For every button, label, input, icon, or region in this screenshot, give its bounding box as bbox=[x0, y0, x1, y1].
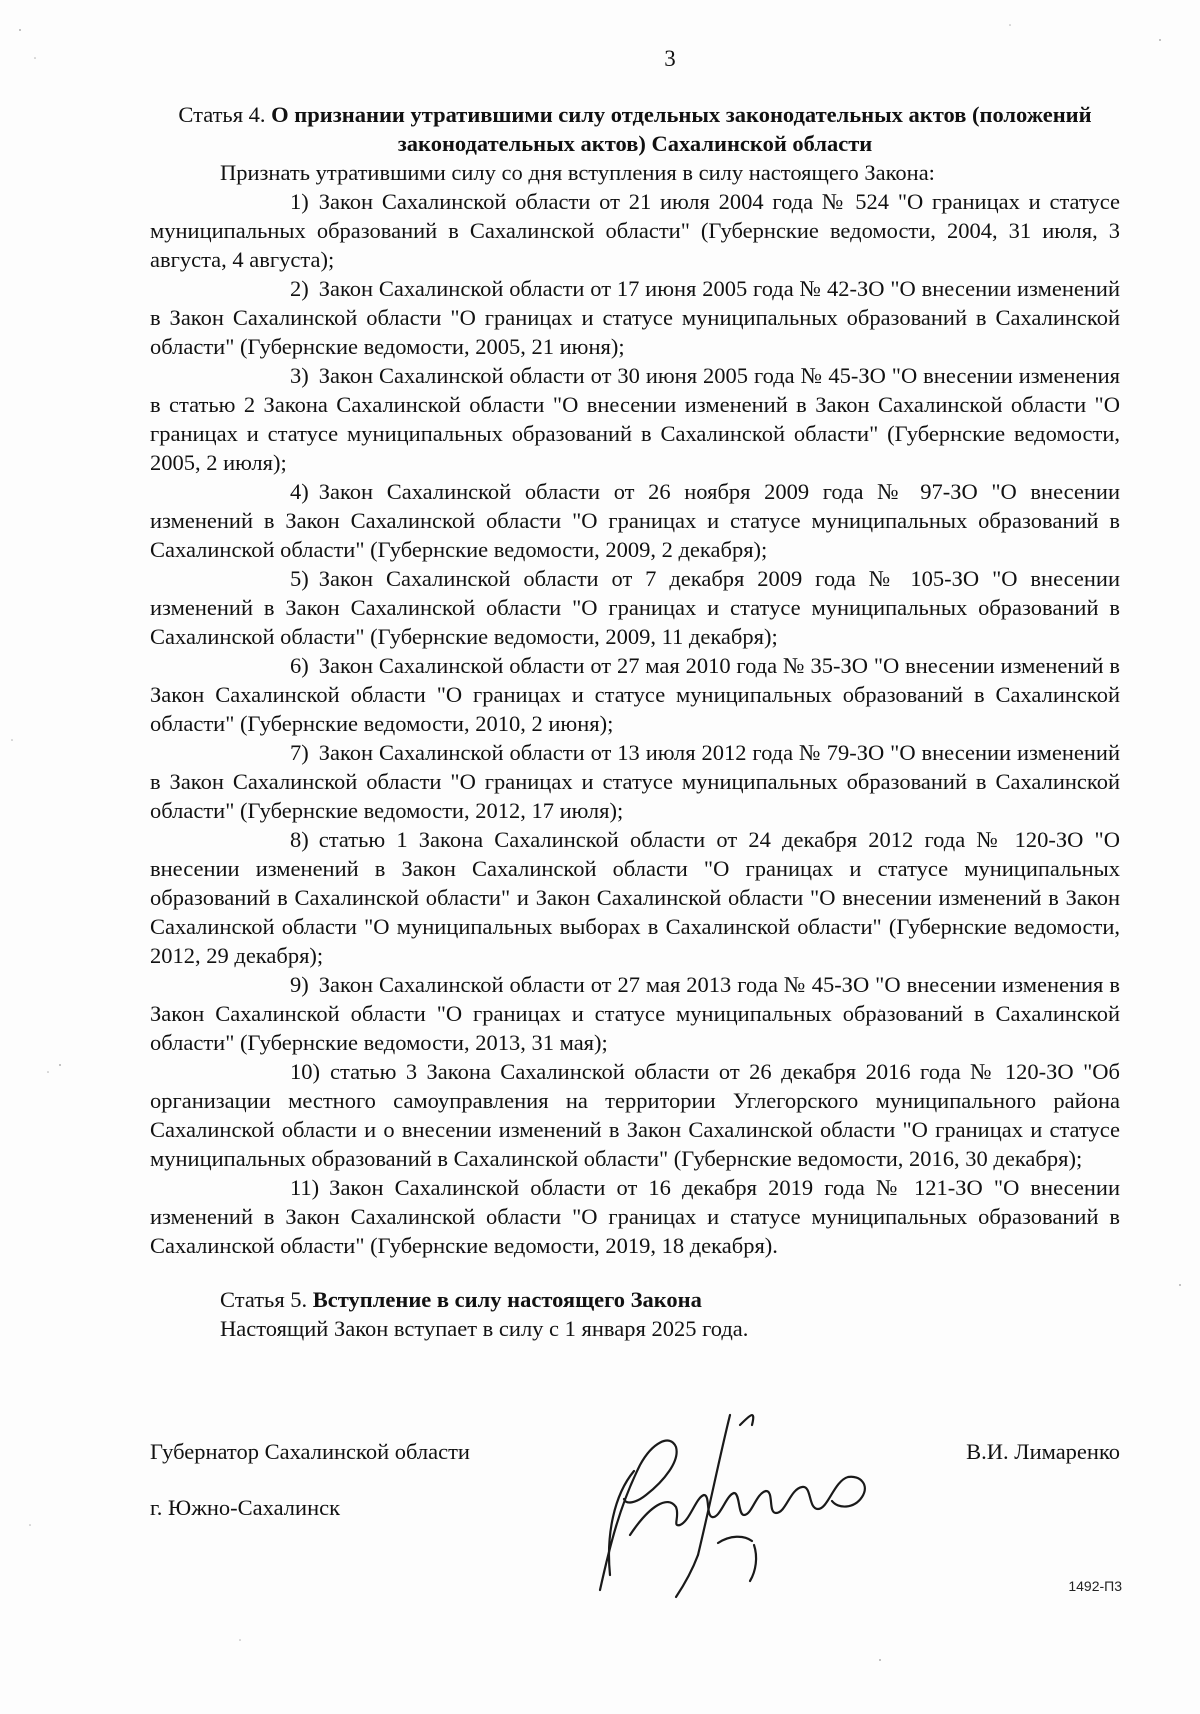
list-item bbox=[150, 825, 1120, 970]
article-4 bbox=[150, 100, 1120, 1260]
list-item bbox=[150, 970, 1120, 1057]
article-4-lead: Статья 4. bbox=[178, 102, 272, 127]
list-item bbox=[150, 477, 1120, 564]
item-text: Закон Сахалинской области от 21 июля 2004 года № 524 "О границах и статусе муниципальных образований в Сахалинской области" (Губернские ведомости, 2004, 31 июля, 3 августа, 4 августа); bbox=[150, 189, 1120, 272]
item-text: Закон Сахалинской области от 27 мая 2010 года № 35-ЗО "О внесении изменений в Закон Сахалинской области "О границах и статусе муниципальных образований в Сахалинской области" (Губернские ведомости, 2010, 2 июня); bbox=[150, 653, 1120, 736]
list-item bbox=[150, 361, 1120, 477]
item-text: Закон Сахалинской области от 13 июля 2012 года № 79-ЗО "О внесении изменений в Закон Сахалинской области "О границах и статусе муниципальных образований в Сахалинской области" (Губернские ведомости, 2012, 17 июля); bbox=[150, 740, 1120, 823]
article-4-title: О признании утратившими силу отдельных законодательных актов (положений законодательных актов) Сахалинской области bbox=[271, 102, 1092, 156]
list-item bbox=[150, 1057, 1120, 1173]
item-text: Закон Сахалинской области от 7 декабря 2009 года № 105-ЗО "О внесении изменений в Закон Сахалинской области "О границах и статусе муниципальных образований в Сахалинской области" (Губернские ведомости, 2009, 11 декабря); bbox=[150, 566, 1120, 649]
item-number: 4) bbox=[290, 479, 309, 504]
item-number: 2) bbox=[290, 276, 309, 301]
document-code: 1492-П3 bbox=[1068, 1578, 1122, 1594]
list-item bbox=[150, 187, 1120, 274]
handwritten-signature-icon bbox=[580, 1385, 900, 1615]
list-item bbox=[150, 274, 1120, 361]
item-number: 10) bbox=[290, 1059, 320, 1084]
item-number: 7) bbox=[290, 740, 309, 765]
item-text: Закон Сахалинской области от 17 июня 2005 года № 42-ЗО "О внесении изменений в Закон Сахалинской области "О границах и статусе муниципальных образований в Сахалинской области" (Губернские ведомости, 2005, 21 июня); bbox=[150, 276, 1120, 359]
item-number: 11) bbox=[290, 1175, 320, 1200]
item-text: статью 1 Закона Сахалинской области от 24 декабря 2012 года № 120-ЗО "О внесении изменений в Закон Сахалинской области "О границах и статусе муниципальных образований в Сахалинской области" и Закон Сахалинской области "О внесении изменений в Закон Сахалинской области "О муниципальных выборах в Сахалинской области" (Губернские ведомости, 2012, 29 декабря); bbox=[150, 827, 1120, 968]
article-5-text: Настоящий Закон вступает в силу с 1 января 2025 года. bbox=[220, 1316, 749, 1341]
article-5 bbox=[150, 1285, 1120, 1343]
item-number: 6) bbox=[290, 653, 309, 678]
list-item bbox=[150, 651, 1120, 738]
item-text: Закон Сахалинской области от 27 мая 2013 года № 45-ЗО "О внесении изменения в Закон Сахалинской области "О границах и статусе муниципальных образований в Сахалинской области" (Губернские ведомости, 2013, 31 мая); bbox=[150, 972, 1120, 1055]
list-item bbox=[150, 1173, 1120, 1260]
signature-block bbox=[150, 1425, 1120, 1605]
item-text: Закон Сахалинской области от 16 декабря 2019 года № 121-ЗО "О внесении изменений в Закон Сахалинской области "О границах и статусе муниципальных образований в Сахалинской области" (Губернские ведомости, 2019, 18 декабря). bbox=[150, 1175, 1120, 1258]
item-number: 3) bbox=[290, 363, 309, 388]
page-number: 3 bbox=[664, 46, 676, 71]
article-5-heading bbox=[150, 1285, 1120, 1314]
item-text: Закон Сахалинской области от 30 июня 2005 года № 45-ЗО "О внесении изменения в статью 2 Закона Сахалинской области "О внесении изменений в Закон Сахалинской области "О границах и статусе муниципальных образований в Сахалинской области" (Губернские ведомости, 2005, 2 июля); bbox=[150, 363, 1120, 475]
article-4-intro: Признать утратившими силу со дня вступления в силу настоящего Закона: bbox=[220, 160, 935, 185]
item-number: 9) bbox=[290, 972, 309, 997]
item-number: 8) bbox=[290, 827, 309, 852]
article-4-heading bbox=[150, 100, 1120, 158]
signing-city: г. Южно-Сахалинск bbox=[150, 1495, 341, 1520]
item-number: 5) bbox=[290, 566, 309, 591]
repealed-acts-list bbox=[150, 187, 1120, 1260]
governor-position: Губернатор Сахалинской области bbox=[150, 1439, 470, 1464]
list-item bbox=[150, 738, 1120, 825]
governor-name: В.И. Лимаренко bbox=[966, 1439, 1120, 1464]
item-text: статью 3 Закона Сахалинской области от 26 декабря 2016 года № 120-ЗО "Об организации местного самоуправления на территории Углегорского муниципального района Сахалинской области и о внесении изменений в Закон Сахалинской области "О границах и статусе муниципальных образований в Сахалинской области" (Губернские ведомости, 2016, 30 декабря); bbox=[150, 1059, 1120, 1171]
article-5-lead: Статья 5. bbox=[220, 1287, 313, 1312]
list-item bbox=[150, 564, 1120, 651]
article-5-title: Вступление в силу настоящего Закона bbox=[312, 1287, 702, 1312]
item-text: Закон Сахалинской области от 26 ноября 2009 года № 97-ЗО "О внесении изменений в Закон Сахалинской области "О границах и статусе муниципальных образований в Сахалинской области" (Губернские ведомости, 2009, 2 декабря); bbox=[150, 479, 1120, 562]
item-number: 1) bbox=[290, 189, 309, 214]
